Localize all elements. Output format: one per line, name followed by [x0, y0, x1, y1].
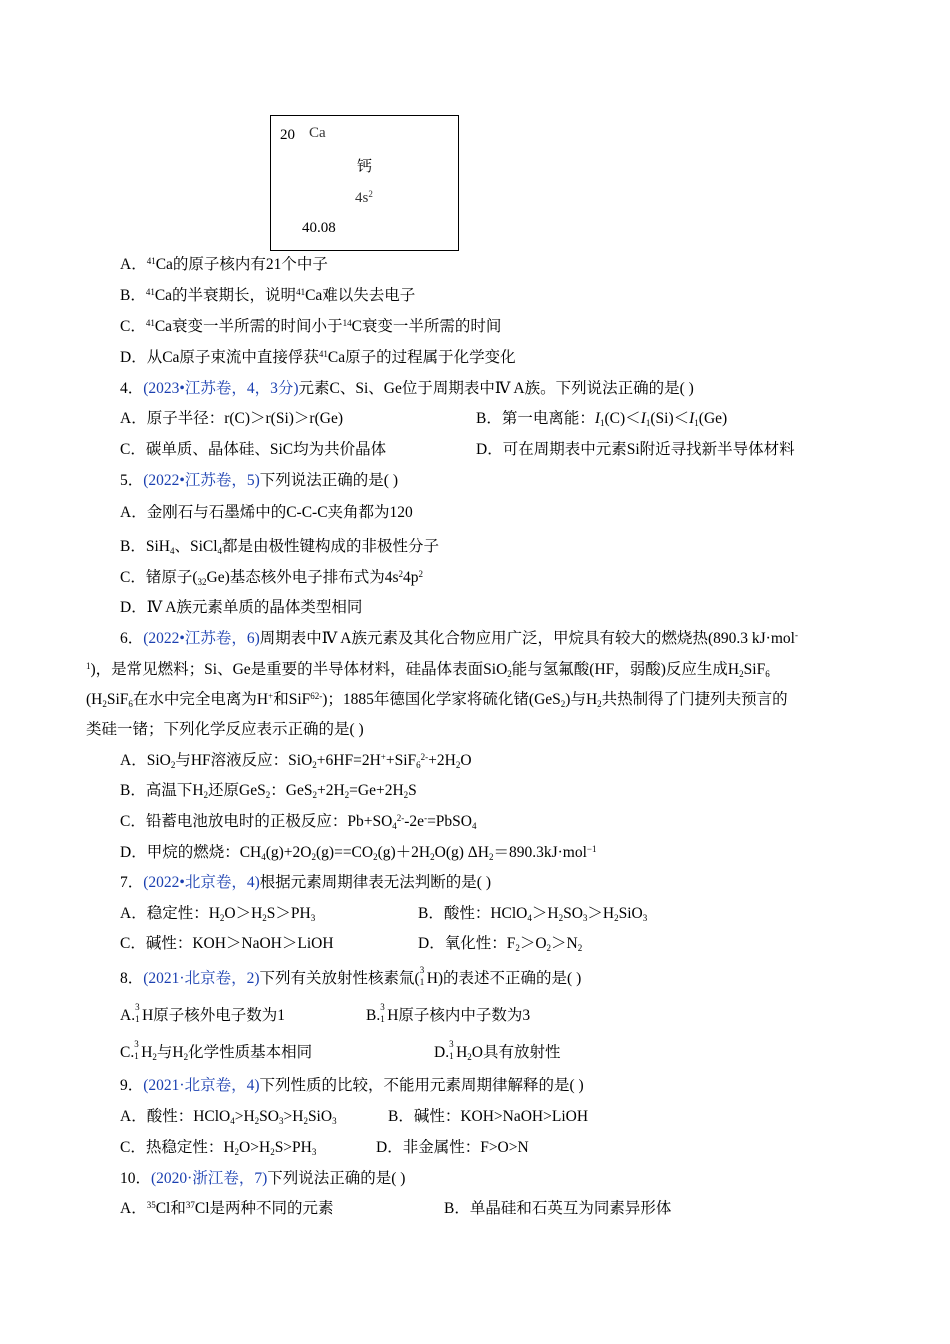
q6-stem-line3: ($H_2SiF_6$在水中完全电离为H+和SiF$^{62-}$)；1885年德国化学家将硫化锗(GeS$_2$)与$H_2$共热制得了门捷列夫预言的	[86, 691, 788, 709]
q4-option-a: A．原子半径：r(C)＞r(Si)＞r(Ge)	[120, 410, 343, 427]
q9-option-a: A．酸性：$HClO_4>H_2SO_3>H_2SiO_3$	[120, 1108, 337, 1126]
electron-config: $4s^2$	[355, 189, 373, 206]
q3-option-b: B．$^{41}$Ca的半衰期长，说明$^{41}$Ca难以失去电子	[120, 287, 416, 304]
q7-option-a: A．稳定性：$H_2O>H_2S>PH_3$	[120, 905, 316, 923]
atomic-number: 20	[280, 127, 295, 143]
q6-option-a: A．SiO$_2$与HF溶液反应：$SiO_2+6HF=2H^++SiF_6^{2-}+2H_2O$	[120, 752, 472, 770]
q7-option-b: B．酸性：$HClO_4>H_2SO_3>H_2SiO_3$	[418, 905, 648, 923]
q5-option-d: D．Ⅳ A族元素单质的晶体类型相同	[120, 599, 363, 616]
q8-source: (2021·北京卷，2)	[143, 970, 260, 987]
q10-option-a: A．$^{35}$Cl和$^{37}$Cl是两种不同的元素	[120, 1200, 334, 1217]
q5-stem: 5．(2022•江苏卷，5)下列说法正确的是( )	[120, 472, 398, 489]
q6-stem-line2: $^1$)，是常见燃料；Si、Ge是重要的半导体材料，硅晶体表面SiO$_2$能与氢氟酸(HF，弱酸)反应生成$H_2SiF_6$	[86, 661, 770, 679]
q10-stem: 10．(2020·浙江卷，7)下列说法正确的是( )	[120, 1170, 406, 1187]
q8-option-a: A. 3 1 H原子核外电子数为1	[120, 1002, 286, 1024]
q7-option-c: C．碱性：KOH＞NaOH＞LiOH	[120, 935, 334, 952]
element-symbol: Ca	[309, 125, 326, 141]
q5-source: (2022•江苏卷，5)	[143, 472, 260, 489]
q10-option-b: B．单晶硅和石英互为同素异形体	[444, 1200, 672, 1217]
q9-source: (2021·北京卷，4)	[143, 1077, 260, 1094]
q6-source: (2022•江苏卷，6)	[143, 630, 260, 647]
q6-stem-line4: 类硅一锗；下列化学反应表示正确的是( )	[86, 721, 364, 738]
tritium-notation: 3 1	[419, 965, 425, 987]
q7-source: (2022•北京卷，4)	[143, 874, 260, 891]
q7-option-d: D．氧化性：$F_2>O_2>N_2$	[418, 935, 583, 953]
q3-option-c: C．$^{41}$Ca衰变一半所需的时间小于$^{14}$C衰变一半所需的时间	[120, 318, 502, 335]
atomic-mass: 40.08	[302, 220, 336, 236]
q7-stem: 7．(2022•北京卷，4)根据元素周期律表无法判断的是( )	[120, 874, 491, 891]
q8-option-c: C. 3 1 $H_2$与$H_2$化学性质基本相同	[120, 1039, 313, 1062]
q8-option-d: D. 3 1 $H_2O$具有放射性	[434, 1039, 561, 1062]
q4-stem: 4．(2023•江苏卷，4，3分)元素C、Si、Ge位于周期表中Ⅳ A族。下列说法正确的是( )	[120, 380, 694, 397]
q9-option-c: C．热稳定性：$H_2O>H_2S>PH_3$	[120, 1139, 317, 1157]
q10-source: (2020·浙江卷，7)	[151, 1170, 268, 1187]
q9-option-b: B．碱性：KOH>NaOH>LiOH	[388, 1108, 589, 1125]
q6-option-b: B．高温下$H_2$还原GeS$_2$：$GeS_2+2H_2=Ge+2H_2S$	[120, 782, 417, 800]
q6-option-d: D．甲烷的燃烧：$CH_4(g)+2O_2(g)==CO_2(g)+2H_2O(g)$ $\Delta H_2=890.3kJ\cdot mol^{-1}$	[120, 844, 597, 862]
q6-option-c: C．铅蓄电池放电时的正极反应：$Pb+SO_4^{2-}-2e^-=PbSO_4$	[120, 813, 477, 831]
q4-option-b: B．第一电离能：$I_1(C)<I_1(Si)<I_1(Ge)$	[476, 410, 728, 428]
element-name: 钙	[357, 159, 373, 175]
q6-stem-line1: 6．(2022•江苏卷，6)周期表中Ⅳ A族元素及其化合物应用广泛，甲烷具有较大的燃烧热(890.3 kJ·mol-	[120, 630, 798, 647]
q3-option-d: D．从Ca原子束流中直接俘获$^{41}$Ca原子的过程属于化学变化	[120, 349, 516, 366]
q9-option-d: D．非金属性：F>O>N	[376, 1139, 529, 1156]
q4-source: (2023•江苏卷，4，3分)	[143, 380, 299, 397]
q4-option-c: C．碳单质、晶体硅、SiC均为共价晶体	[120, 441, 387, 458]
q5-option-a: A．金刚石与石墨烯中的C-C-C夹角都为120	[120, 504, 413, 521]
q5-option-c: C．锗原子$(_{32}Ge)$基态核外电子排布式为$4s^24p^2$	[120, 569, 424, 587]
q4-option-d: D．可在周期表中元素Si附近寻找新半导体材料	[476, 441, 795, 458]
q5-option-b: B．SiH$_4$、SiCl$_4$都是由极性键构成的非极性分子	[120, 538, 440, 556]
q3-option-a: A．$^{41}$Ca的原子核内有21个中子	[120, 256, 328, 273]
element-card	[270, 115, 459, 251]
q9-stem: 9．(2021·北京卷，4)下列性质的比较，不能用元素周期律解释的是( )	[120, 1077, 584, 1094]
q8-stem: 8．(2021·北京卷，2)下列有关放射性核素氚( 3 1 H)的表述不正确的是( )	[120, 965, 582, 987]
q8-option-b: B. 3 1 H原子核内中子数为3	[366, 1002, 531, 1024]
